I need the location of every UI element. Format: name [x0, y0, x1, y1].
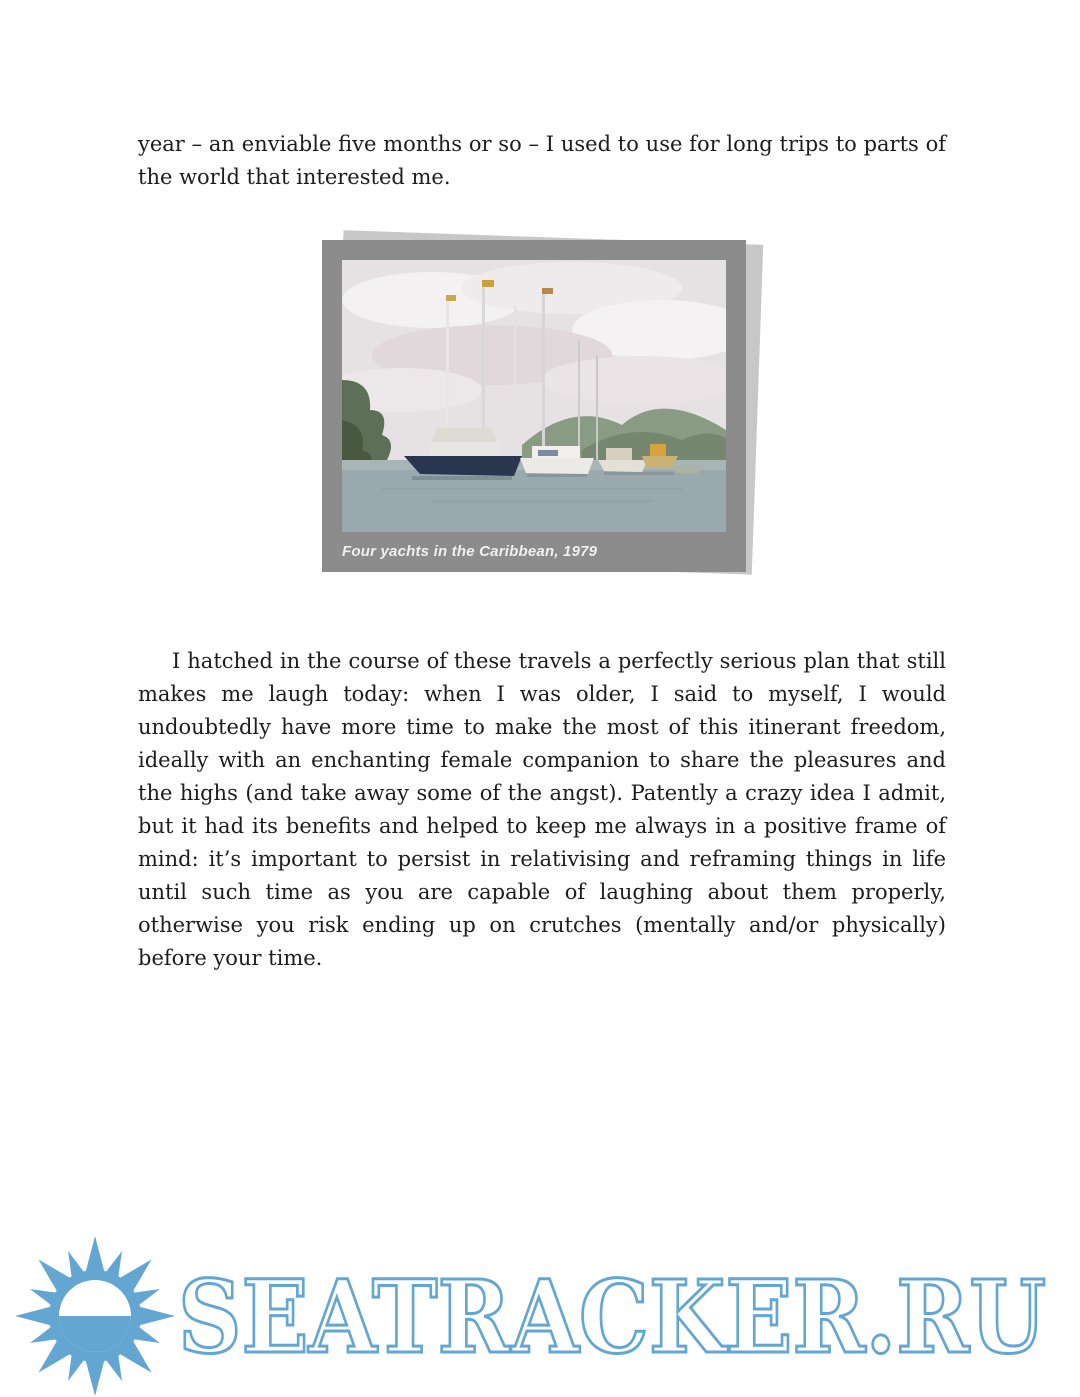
photo-block	[322, 240, 746, 572]
body-paragraph-1: year – an enviable five months or so – I used to use for long trips to parts of the world that interested me.	[138, 132, 946, 189]
yachts-photo	[342, 260, 726, 532]
watermark	[0, 1232, 1080, 1397]
sun-logo	[15, 1236, 175, 1396]
watermark-text: SEATRACKER.RU	[178, 1258, 1046, 1376]
photo-frame	[322, 240, 746, 572]
photo-caption: Four yachts in the Caribbean, 1979	[342, 542, 598, 560]
body-paragraph-2: I hatched in the course of these travels a perfectly serious plan that still makes me laugh today: when I was older, I said to myself, I would undoubtedly have more time to make the most of this itinerant freedom, ideally with an enchanting female companion to share the pleasures and the highs (and take away some of the angst). Patently a crazy idea I admit, but it had its benefits and helped to keep me always in a positive frame of mind: it’s important to persist in relativising and reframing things in life until such time as you are capable of laughing about them properly, otherwise you risk ending up on crutches (mentally and/or physically) before your time.	[138, 649, 946, 970]
